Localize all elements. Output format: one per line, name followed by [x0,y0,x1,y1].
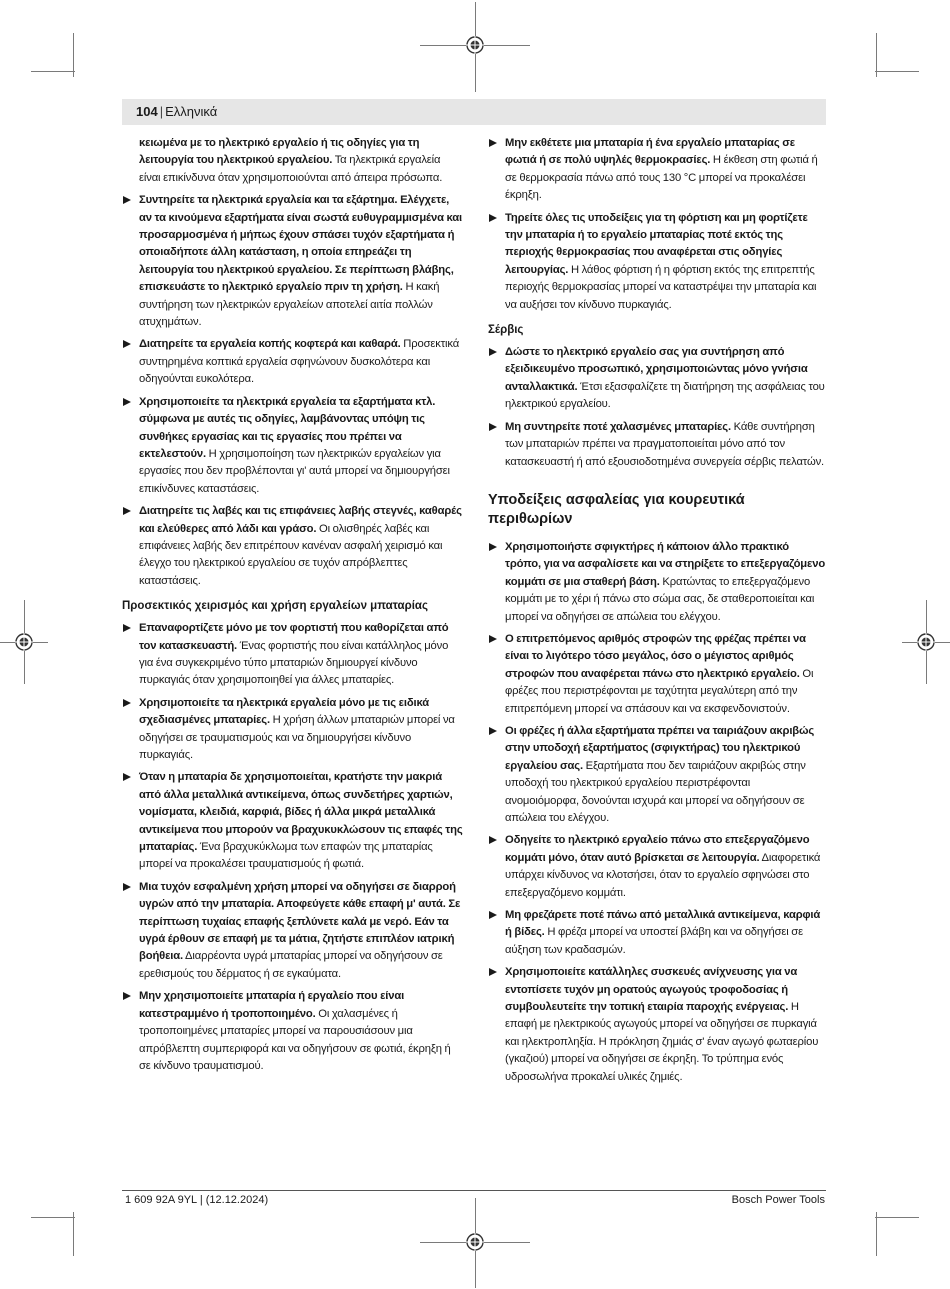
bullet-arrow-icon [489,348,497,356]
safety-instruction [122,192,464,331]
instruction-bold-text: Διατηρείτε τα εργαλεία κοπής κοφτερά και καθαρά. [139,338,401,351]
right-column [488,135,826,1091]
instruction-explanation: Η χρησιμοποίηση των ηλεκτρικών εργαλείων για εργασίες που δεν προβλέπονται γι' αυτά μπορεί να δημιουργήσει επικίνδυνες καταστάσεις. [139,447,450,495]
bullet-arrow-icon [123,196,131,204]
bullet-arrow-icon [489,214,497,222]
instruction-explanation: Η λάθος φόρτιση ή η φόρτιση εκτός της επιτρεπτής περιοχής θερμοκρασίας μπορεί να καταστρέψει την μπαταρία και να αυξήσει τον κίνδυνο πυρκαγιάς. [505,263,817,311]
bullet-arrow-icon [123,507,131,515]
bullet-arrow-icon [123,699,131,707]
instruction-explanation: Τα ηλεκτρικά εργαλεία είναι επικίνδυνα όταν χρησιμοποιούνται από άπειρα πρόσωπα. [139,154,443,184]
safety-instruction [488,907,826,959]
bullet-arrow-icon [489,423,497,431]
safety-instruction [122,503,464,590]
instruction-bold-text: κειωμένα με το ηλεκτρικό εργαλείο ή τις οδηγίες για τη λειτουργία του ηλεκτρικού εργαλείου. [139,137,420,167]
instruction-bold-text: Χρησιμοποιήστε σφιγκτήρες ή κάποιον άλλο πρακτικό τρόπο, για να ασφαλίσετε και να στηρίξετε το επεξεργαζόμενο κομμάτι σε μια σταθερή βάση. [505,540,826,588]
instruction-explanation: Ένας φορτιστής που είναι κατάλληλος μόνο για ένα συγκεκριμένο τύπο μπαταριών δημιουργεί κίνδυνο πυρκαγιάς όταν χρησιμοποιηθεί για άλλες μπαταρίες. [139,639,449,687]
safety-instruction [488,964,826,1086]
instruction-explanation: Η επαφή με ηλεκτρικούς αγωγούς μπορεί να οδηγήσει σε πυρκαγιά και ηλεκτροπληξία. Η πρόκληση ζημιάς σ' έναν αγωγό φωταερίου (γκαζιού) μπορεί να οδηγήσει σε έκρηξη. Το τρύπημα ενός υδροσωλήνα προκαλεί υλικές ζημιές. [505,1001,819,1083]
instruction-explanation: Έτσι εξασφαλίζετε τη διατήρηση της ασφάλειας του ηλεκτρικού εργαλείου. [505,380,825,411]
bullet-arrow-icon [489,836,497,844]
instruction-bold-text: Επαναφορτίζετε μόνο με τον φορτιστή που καθορίζεται από τον κατασκευαστή. [139,622,449,652]
section-heading: Υποδείξεις ασφαλείας για κουρευτικά περιθωρίων [488,491,745,527]
safety-instruction [122,879,464,983]
safety-instruction [488,344,826,414]
instruction-explanation: Οι χαλασμένες ή τροποποιημένες μπαταρίες μπορεί να παρουσιάσουν μια απρόβλεπτη συμπεριφορά και να οδηγήσουν σε φωτιά, έκρηξη ή σε κίνδυνο τραυματισμού. [139,1007,451,1072]
instruction-bold-text: Χρησιμοποιείτε τα ηλεκτρικά εργαλεία τα εξαρτήματα κτλ. σύμφωνα με αυτές τις οδηγίες, λαμβάνοντας υπόψη τις συνθήκες εργασίας και τις εργασίες που πρέπει να εκτελεστούν. [139,395,436,460]
crop-mark [73,1212,74,1256]
page-header [122,99,826,125]
registration-target-icon [466,1233,484,1251]
instruction-bold-text: Συντηρείτε τα ηλεκτρικά εργαλεία και τα εξάρτημα. Ελέγχετε, αν τα κινούμενα εξαρτήματα είναι σωστά ευθυγραμμισμένα και προσαρμοσμένα ή μήπως έχουν σπάσει τυχόν εξαρτήματα ή οποιαδήποτε άλλη κατάσταση, η οποία επηρεάζει τη λειτουργία του ηλεκτρικού εργαλείου. Σε περίπτωση βλάβης, επισκευάστε το ηλεκτρικό εργαλείο πριν τη χρήση. [139,194,463,294]
bullet-arrow-icon [123,773,131,781]
instruction-explanation: Προσεκτικά συντηρημένα κοπτικά εργαλεία σφηνώνουν δυσκολότερα και οδηγούνται ευκολότερα. [139,338,460,386]
bullet-arrow-icon [489,543,497,551]
safety-instruction [488,419,826,471]
instruction-explanation: Ένα βραχυκύκλωμα των επαφών της μπαταρίας μπορεί να προκαλέσει τραυματισμούς ή φωτιά. [139,841,433,871]
instruction-bold-text: Μην χρησιμοποιείτε μπαταρία ή εργαλείο που είναι κατεστραμμένο ή τροποποιημένο. [139,990,405,1020]
registration-target-icon [466,36,484,54]
bullet-arrow-icon [489,139,497,147]
safety-instruction [122,620,464,690]
registration-target-icon [15,633,33,651]
registration-target-icon [917,633,935,651]
header-separator: | [159,104,164,119]
page-number: 104 [136,104,158,119]
instruction-bold-text: Δώστε το ηλεκτρικό εργαλείο σας για συντήρηση από εξειδικευμένο προσωπικό, χρησιμοποιώντας μόνο γνήσια ανταλλακτικά. [505,346,808,393]
footer-rule [122,1190,826,1191]
instruction-bold-text: Διατηρείτε τις λαβές και τις επιφάνειες λαβής στεγνές, καθαρές και ελεύθερες από λάδι και γράσο. [139,505,462,535]
instruction-bold-text: Μη φρεζάρετε ποτέ πάνω από μεταλλικά αντικείμενα, καρφιά ή βίδες. [505,909,821,939]
safety-instruction [122,695,464,765]
crop-mark [31,1217,75,1218]
instruction-bold-text: Χρησιμοποιείτε κατάλληλες συσκευές ανίχνευσης για να εντοπίσετε τυχόν μη ορατούς αγωγούς τροφοδοσίας ή συμβουλευτείτε την τοπική εταιρία παροχής ενέργειας. [505,966,798,1014]
instruction-explanation: Διαφορετικά υπάρχει κίνδυνος να κλοτσήσει, όταν το εργαλείο σφηνώσει στο επεξεργαζόμενο κομμάτι. [505,851,821,899]
header-language: Ελληνικά [165,104,218,119]
instruction-explanation: Κρατώντας το επεξεργαζόμενο κομμάτι με το χέρι ή πάνω στο σώμα σας, δε σταθεροποιείται και μπορεί να οδηγήσει σε απώλεια του ελέγχου. [505,575,815,623]
crop-mark [875,71,919,72]
instruction-explanation: Η κακή συντήρηση των ηλεκτρικών εργαλείων αποτελεί αιτία πολλών ατυχημάτων. [139,281,440,329]
instruction-bold-text: Χρησιμοποιείτε τα ηλεκτρικά εργαλεία μόνο με τις ειδικά σχεδιασμένες μπαταρίες. [139,696,429,727]
instruction-bold-text: Ο επιτρεπόμενος αριθμός στροφών της φρέζας πρέπει να είναι το λιγότερο τόσο μεγάλος, όσο ο μέγιστος αριθμός στροφών που αναφέρεται πάνω στο ηλεκτρικό εργαλείο. [505,632,806,680]
bullet-arrow-icon [489,727,497,735]
safety-instruction [488,631,826,718]
instruction-bold-text: Οι φρέζες ή άλλα εξαρτήματα πρέπει να ταιριάζουν ακριβώς στην υποδοχή εξαρτήματος (σφιγκτήρας) του ηλεκτρικού εργαλείου σας. [505,724,815,772]
safety-instruction [122,336,464,388]
instruction-bold-text: Μια τυχόν εσφαλμένη χρήση μπορεί να οδηγήσει σε διαρροή υγρών από την μπαταρία. Αποφεύγετε κάθε επαφή μ' αυτά. Σε περίπτωση τυχαίας επαφής ξεπλύνετε καλά με νερό. Εάν τα υγρά έρθουν σε επαφή με τα μάτια, ζητήστε επιπλέον ιατρική βοήθεια. [139,880,461,963]
crop-mark [876,1212,877,1256]
safety-instruction [488,832,826,902]
crop-mark [875,1217,919,1218]
left-column [122,135,464,1080]
safety-instruction [122,135,464,187]
instruction-explanation: Η έκθεση στη φωτιά ή σε θερμοκρασία πάνω από τους 130 °C μπορεί να προκαλέσει έκρηξη. [505,154,818,202]
safety-instruction [488,210,826,314]
safety-instruction [122,769,464,873]
instruction-bold-text: Όταν η μπαταρία δε χρησιμοποιείται, κρατήστε την μακριά από άλλα μεταλλικά αντικείμενα, όπως συνδετήρες χαρτιών, νομίσματα, κλειδιά, καρφιά, βίδες ή άλλα μικρά μεταλλικά αντικείμενα που μπορούν να βραχυκυκλώσουν τις επαφές της μπαταρίας. [139,771,463,854]
bullet-arrow-icon [123,340,131,348]
crop-mark [876,33,877,77]
bullet-arrow-icon [123,398,131,406]
bullet-arrow-icon [489,968,497,976]
section-subheading: Σέρβις [488,324,524,337]
bullet-arrow-icon [489,911,497,919]
safety-instruction [488,723,826,827]
safety-instruction [488,135,826,205]
footer-doc-id: 1 609 92A 9YL | (12.12.2024) [125,1194,269,1206]
crop-mark [31,71,75,72]
bullet-arrow-icon [123,624,131,632]
footer-brand: Bosch Power Tools [731,1194,825,1206]
section-subheading: Προσεκτικός χειρισμός και χρήση εργαλείων μπαταρίας [122,600,428,613]
instruction-explanation: Η χρήση άλλων μπαταριών μπορεί να οδηγήσει σε τραυματισμούς και να δημιουργήσει κίνδυνο πυρκαγιάς. [139,714,455,761]
bullet-arrow-icon [489,635,497,643]
safety-instruction [488,539,826,626]
instruction-explanation: Διαρρέοντα υγρά μπαταρίας μπορεί να οδηγήσουν σε ερεθισμούς του δέρματος ή σε εγκαύματα. [139,950,443,980]
instruction-explanation: Οι φρέζες που περιστρέφονται με ταχύτητα μεγαλύτερη από την επιτρεπόμενη μπορεί να σπάσουν και να εκσφενδονιστούν. [505,667,814,715]
instruction-explanation: Εξαρτήματα που δεν ταιριάζουν ακριβώς στην υποδοχή του ηλεκτρικού εργαλείου περιστρέφονται ανομοιόμορφα, δονούνται ισχυρά και μπορεί να οδηγήσουν σε απώλεια του ελέγχου. [505,759,806,824]
crop-mark [73,33,74,77]
instruction-bold-text: Μη συντηρείτε ποτέ χαλασμένες μπαταρίες. [505,420,731,433]
instruction-bold-text: Τηρείτε όλες τις υποδείξεις για τη φόρτιση και μη φορτίζετε την μπαταρία ή το εργαλείο μπαταρίας ποτέ εκτός της περιοχής θερμοκρασίας που αναφέρεται στις οδηγίες λειτουργίας. [505,211,808,276]
instruction-explanation: Οι ολισθηρές λαβές και επιφάνειες λαβής δεν επιτρέπουν κανέναν ασφαλή χειρισμό και έλεγχο του ηλεκτρικού εργαλείου σε τυχόν απρόβλεπτες καταστάσεις. [139,522,443,587]
instruction-explanation: Κάθε συντήρηση των μπαταριών πρέπει να πραγματοποιείται μόνο από τον κατασκευαστή ή από εξουσιοδοτημένα συνεργεία σέρβις πελατών. [505,420,825,468]
instruction-bold-text: Μην εκθέτετε μια μπαταρία ή ένα εργαλείο μπαταρίας σε φωτιά ή σε πολύ υψηλές θερμοκρασίες. [505,137,795,167]
instruction-bold-text: Οδηγείτε το ηλεκτρικό εργαλείο πάνω στο επεξεργαζόμενο κομμάτι μόνο, όταν αυτό βρίσκεται σε λειτουργία. [505,834,810,864]
safety-instruction [122,394,464,498]
safety-instruction [122,988,464,1075]
instruction-explanation: Η φρέζα μπορεί να υποστεί βλάβη και να οδηγήσει σε αύξηση των κραδασμών. [505,926,803,956]
bullet-arrow-icon [123,883,131,891]
bullet-arrow-icon [123,992,131,1000]
